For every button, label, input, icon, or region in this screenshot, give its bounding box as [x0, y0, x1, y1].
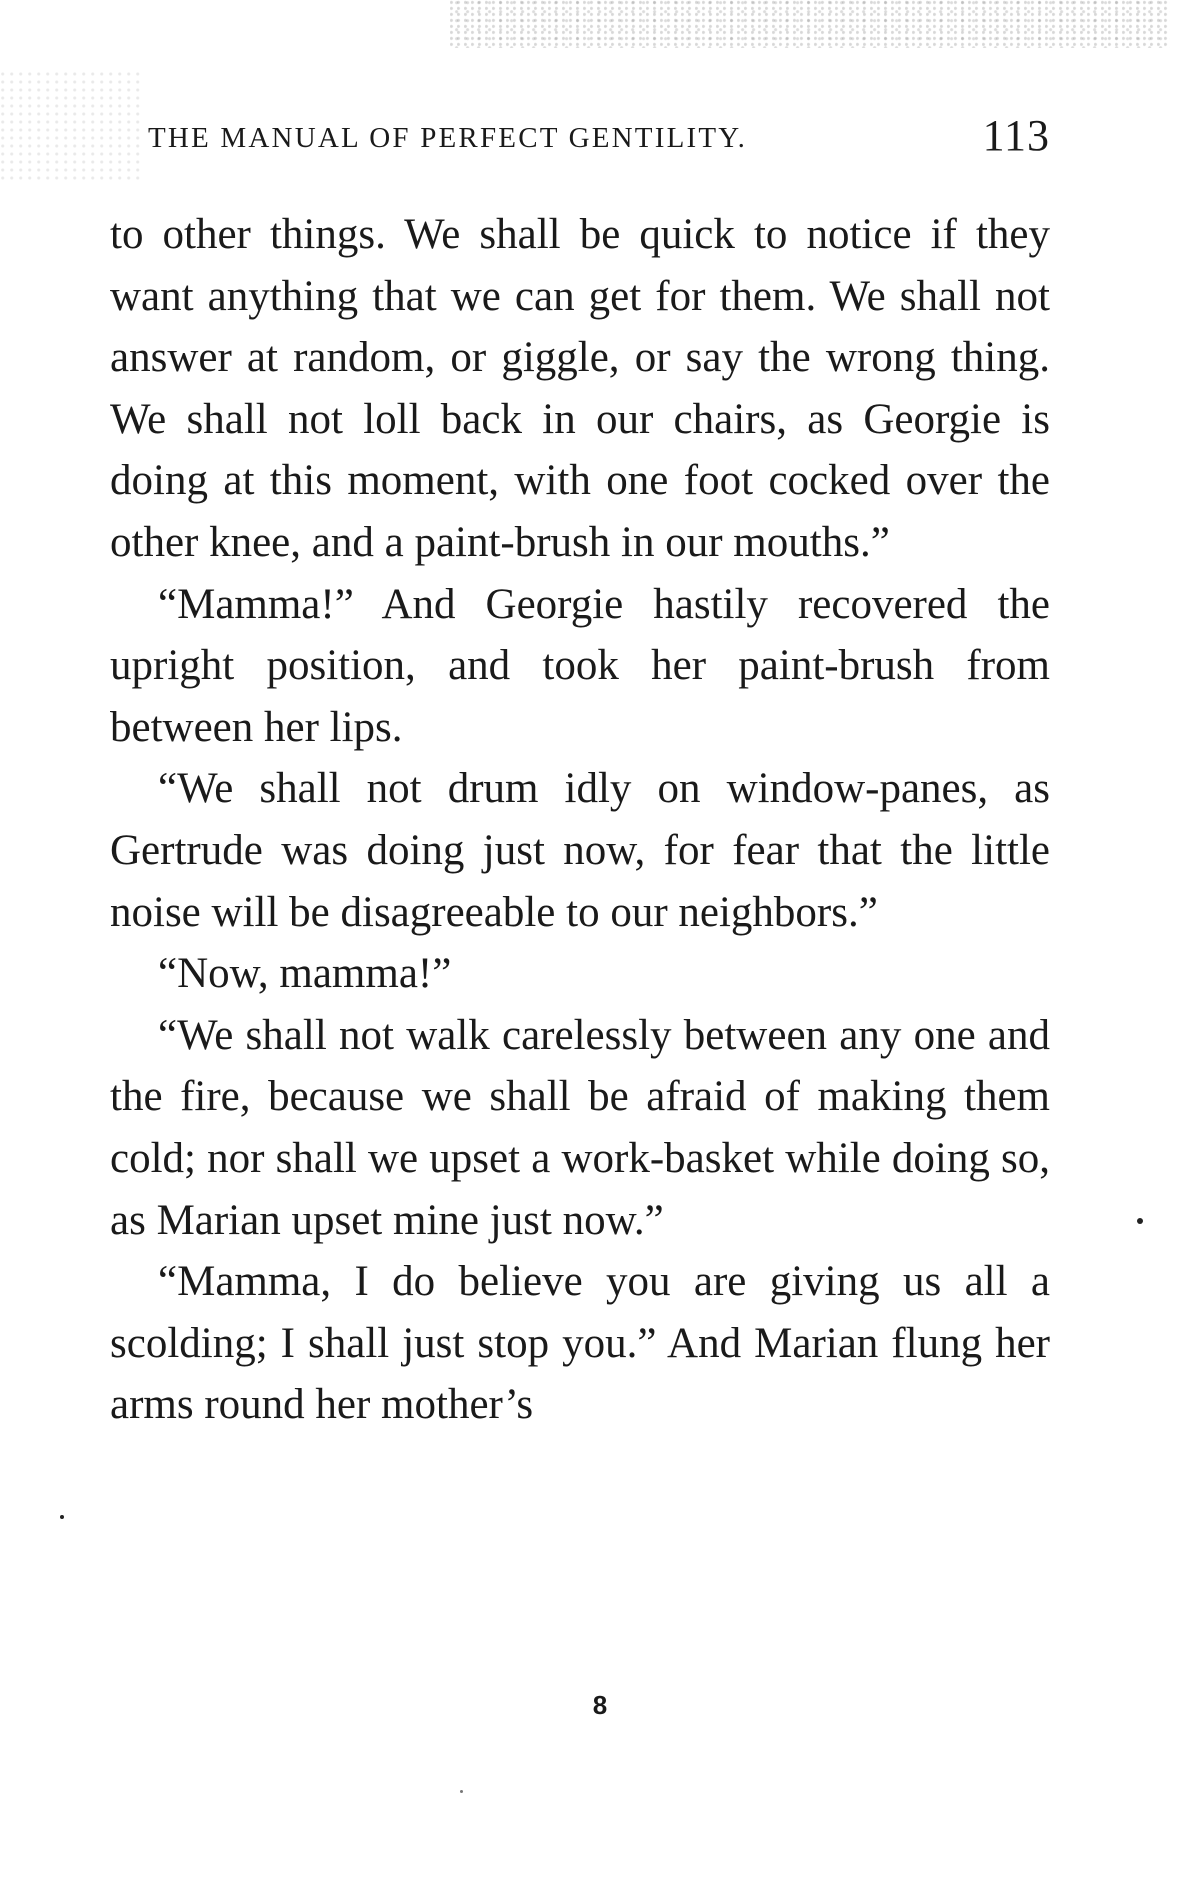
signature-mark: 8: [592, 1690, 608, 1720]
body-text: [110, 204, 1050, 1436]
running-title: THE MANUAL OF PERFECT GENTILITY.: [148, 122, 748, 154]
paragraph-continuation: to other things. We shall be quick to notice if they want anything that we can get for them. We shall not answer at random, or giggle, or say the wrong thing. We shall not loll back in our chairs, as Georgie is doing at this moment, with one foot cocked over the other knee, and a paint-brush in our mouths.”: [110, 211, 1050, 566]
ink-speck: [1137, 1218, 1143, 1224]
paragraph: “Mamma, I do believe you are giving us all a scolding; I shall just stop you.” And Marian flung her arms round her mother’s: [110, 1258, 1050, 1429]
paragraph: “We shall not drum idly on window-panes, as Gertrude was doing just now, for fear that the little noise will be disagreeable to our neighbors.”: [110, 765, 1050, 936]
paragraph: “We shall not walk carelessly between any one and the fire, because we shall be afraid of making them cold; nor shall we upset a work-basket while doing so, as Marian upset mine just now.”: [110, 1011, 1050, 1244]
print-speckle-top: [450, 0, 1170, 48]
paragraph: “Now, mamma!”: [158, 950, 452, 998]
page-number: 113: [982, 111, 1050, 160]
paragraph: “Mamma!” And Georgie hastily recovered the upright position, and took her paint-brush from between her lips.: [110, 580, 1050, 751]
running-header: [110, 110, 1050, 160]
ink-speck: [460, 1790, 463, 1793]
ink-speck: [60, 1515, 64, 1519]
